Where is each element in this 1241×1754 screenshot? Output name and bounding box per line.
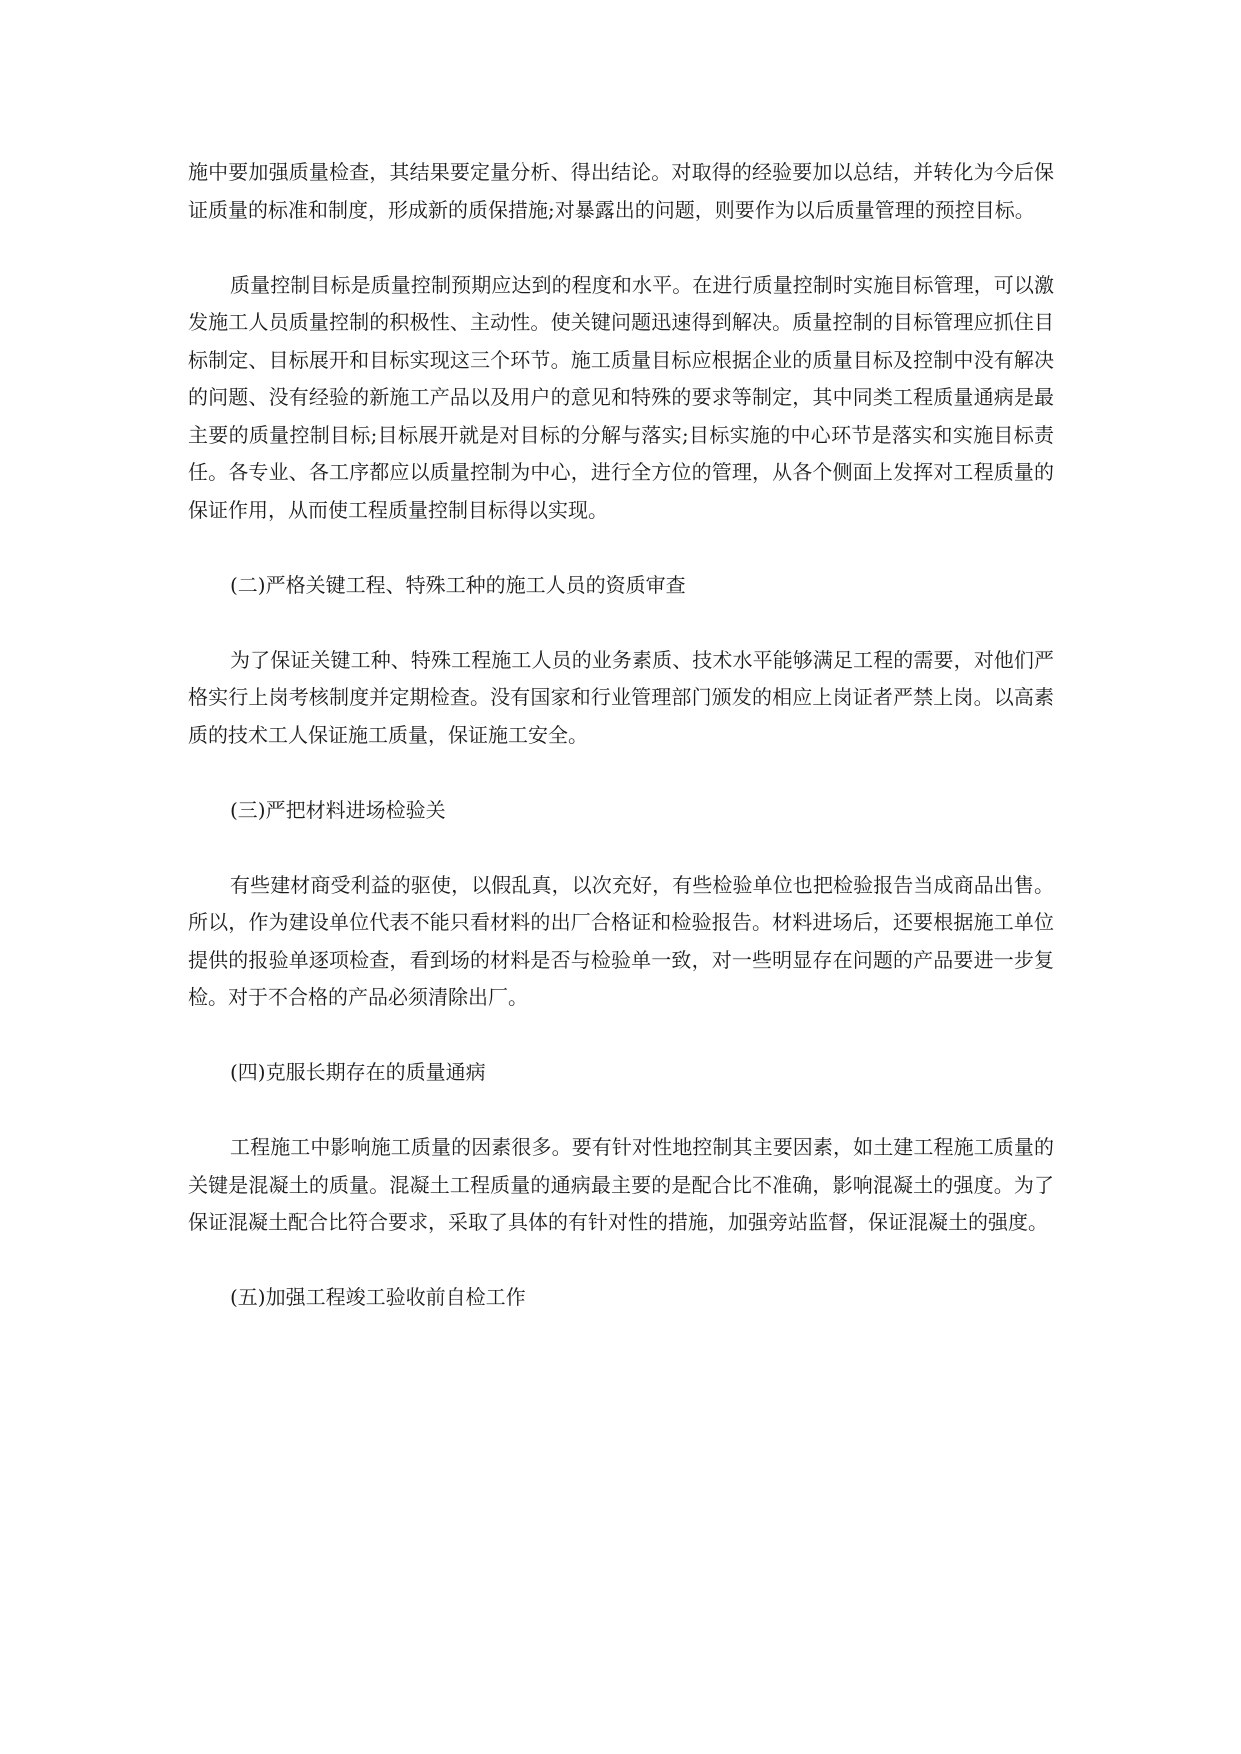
section-heading-2: (二)严格关键工程、特殊工种的施工人员的资质审查 [230, 572, 686, 597]
section-heading-5: (五)加强工程竣工验收前自检工作 [230, 1285, 526, 1309]
paragraph-common-quality-defects: 工程施工中影响施工质量的因素很多。要有针对性地控制其主要因素，如土建工程施工质量的关键是混凝土的质量。混凝土工程质量的通病最主要的是配合比不准确，影响混凝土的强度。为了保证混凝土配合比符合要求，采取了具体的有针对性的措施，加强旁站监督，保证混凝土的强度。 [188, 1135, 1054, 1234]
paragraph-gap [188, 529, 1054, 567]
section-heading-3: (三)严把材料进场检验关 [230, 797, 446, 822]
paragraph-gap [188, 604, 1054, 642]
paragraph-gap [188, 754, 1054, 792]
paragraph-gap [188, 1242, 1054, 1280]
paragraph-gap [188, 829, 1054, 867]
paragraph-personnel-qualification: 为了保证关键工种、特殊工程施工人员的业务素质、技术水平能够满足工程的需要，对他们严格实行上岗考核制度并定期检查。没有国家和行业管理部门颁发的相应上岗证者严禁上岗。以高素质的技术工人保证施工质量，保证施工安全。 [188, 647, 1054, 747]
paragraph-gap [188, 1092, 1054, 1130]
paragraph-gap [188, 229, 1054, 267]
paragraph-quality-inspection-continuation: 施中要加强质量检查，其结果要定量分析、得出结论。对取得的经验要加以总结，并转化为今后保证质量的标准和制度，形成新的质保措施;对暴露出的问题，则要作为以后质量管理的预控目标。 [188, 160, 1054, 222]
document-body [188, 154, 1054, 1317]
paragraph-material-inspection: 有些建材商受利益的驱使，以假乱真，以次充好，有些检验单位也把检验报告当成商品出售。所以，作为建设单位代表不能只看材料的出厂合格证和检验报告。材料进场后，还要根据施工单位提供的报验单逐项检查，看到场的材料是否与检验单一致，对一些明显存在问题的产品要进一步复检。对于不合格的产品必须清除出厂。 [188, 872, 1054, 1009]
section-heading-4: (四)克服长期存在的质量通病 [230, 1060, 486, 1084]
paragraph-gap [188, 1017, 1054, 1055]
paragraph-quality-control-objectives: 质量控制目标是质量控制预期应达到的程度和水平。在进行质量控制时实施目标管理，可以激发施工人员质量控制的积极性、主动性。使关键问题迅速得到解决。质量控制的目标管理应抓住目标制定、目标展开和目标实现这三个环节。施工质量目标应根据企业的质量目标及控制中没有解决的问题、没有经验的新施工产品以及用户的意见和特殊的要求等制定，其中同类工程质量通病是最主要的质量控制目标;目标展开就是对目标的分解与落实;目标实施的中心环节是落实和实施目标责任。各专业、各工序都应以质量控制为中心，进行全方位的管理，从各个侧面上发挥对工程质量的保证作用，从而使工程质量控制目标得以实现。 [188, 272, 1054, 522]
